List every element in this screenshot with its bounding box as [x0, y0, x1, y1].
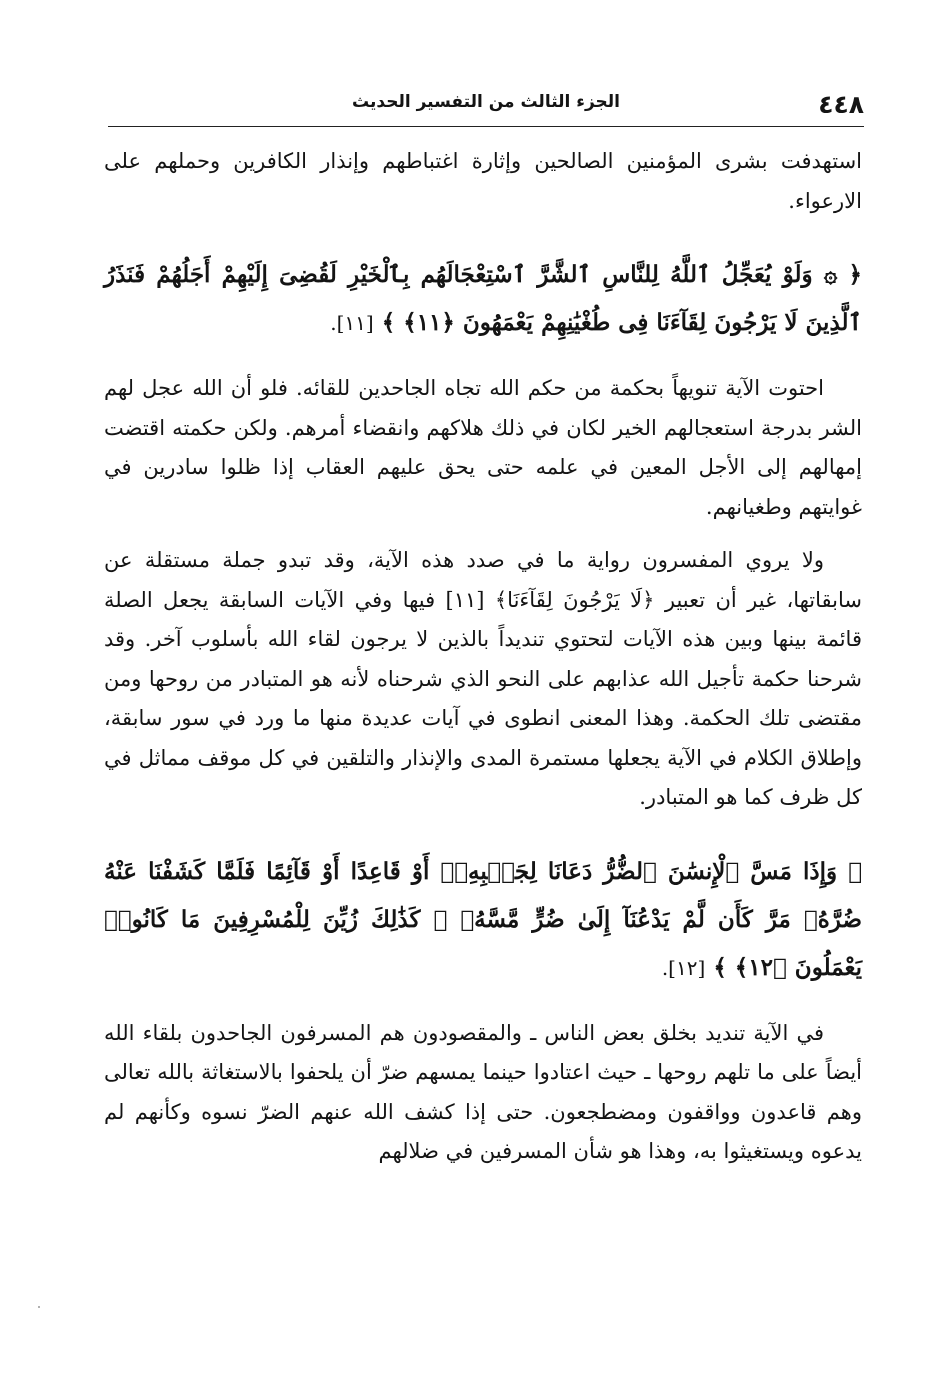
verse-11-text: ﴿ ۞ وَلَوْ يُعَجِّلُ ٱللَّهُ لِلنَّاسِ ٱلشَّرَّ ٱسْتِعْجَالَهُم بِٱلْخَيْرِ لَقُضِىَ إِلَيْهِمْ أَجَلُهُمْ فَنَذَرُ ٱلَّذِينَ لَا يَرْجُونَ لِقَآءَنَا فِى طُغْيَٰنِهِمْ يَعْمَهُونَ ﴿١١﴾ ﴾	[104, 261, 862, 336]
header-divider	[108, 126, 864, 127]
scan-speck	[38, 1306, 40, 1308]
commentary-paragraph-3: في الآية تنديد بخلق بعض الناس ـ والمقصودون هم المسرفون الجاحدون بلقاء الله أيضاً على ما تلهم روحها ـ حيث اعتادوا حينما يمسهم ضرّ أن يلحفوا بالاستغاثة بالله تعالى وهم قاعدون وواقفون ومضطجعون. حتى إذا كشف الله عنهم الضرّ نسوه وكأنهم لم يدعوه ويستغيثوا به، وهذا هو شأن المسرفين في ضلالهم	[104, 1020, 862, 1163]
commentary-paragraph-2: ولا يروي المفسرون رواية ما في صدد هذه الآية، وقد تبدو جملة مستقلة عن سابقاتها، غير أن تعبير ﴿لَا يَرْجُونَ لِقَآءَنَا﴾ [١١] فيها وفي الآيات السابقة يجعل الصلة قائمة بينها وبين هذه الآيات لتحتوي تنديداً بالذين لا يرجون لقاء الله بأسلوب آخر. وقد شرحنا حكمة تأجيل الله عذابهم على النحو الذي شرحناه لأنه هو المتبادر من روحها ومن مقتضى تلك الحكمة. وهذا المعنى انطوى في آيات عديدة منها ما ورد في سور سابقة، وإطلاق الكلام في الآية يجعلها مستمرة المدى والإنذار والتلقين في كل موقف مماثل في كل ظرف كما هو المتبادر.	[104, 548, 863, 809]
commentary-paragraph-1: احتوت الآية تنويهاً بحكمة من حكم الله تجاه الجاحدين للقائه. فلو أن الله عجل لهم الشر بدرجة استعجالهم الخير لكان في ذلك هلاكهم وانقضاء أمرهم. ولكن حكمته اقتضت إمهالهم إلى الأجل المعين في علمه حتى يحق عليهم العقاب إذا ظلوا سادرين في غوايتهم وطغيانهم.	[104, 376, 862, 519]
paragraph-continuation: استهدفت بشرى المؤمنين الصالحين وإثارة اغتباطهم وإنذار الكافرين وحملهم على الارعواء.	[104, 149, 862, 213]
quran-verse-12	[104, 848, 862, 992]
verse-12-reference: [١٢].	[661, 955, 706, 980]
verse-11-reference: [١١].	[330, 311, 374, 335]
page-header	[108, 86, 864, 126]
page-number: ٤٤٨	[818, 90, 864, 119]
verse-12-text: ﴿ وَإِذَا مَسَّ ٱلْإِنسَٰنَ ٱلضُّرُّ دَعَانَا لِجَنۢبِهِۦٓ أَوْ قَاعِدًا أَوْ قَآئِمًا فَلَمَّا كَشَفْنَا عَنْهُ ضُرَّهُۥ مَرَّ كَأَن لَّمْ يَدْعُنَآ إِلَىٰ ضُرٍّ مَّسَّهُۥ ۚ كَذَٰلِكَ زُيِّنَ لِلْمُسْرِفِينَ مَا كَانُوا۟ يَعْمَلُونَ ﴿١٢﴾ ﴾	[104, 857, 863, 981]
page-body	[104, 142, 862, 1172]
quran-verse-11	[104, 251, 862, 347]
running-title: الجزء الثالث من التفسير الحديث	[352, 92, 620, 112]
